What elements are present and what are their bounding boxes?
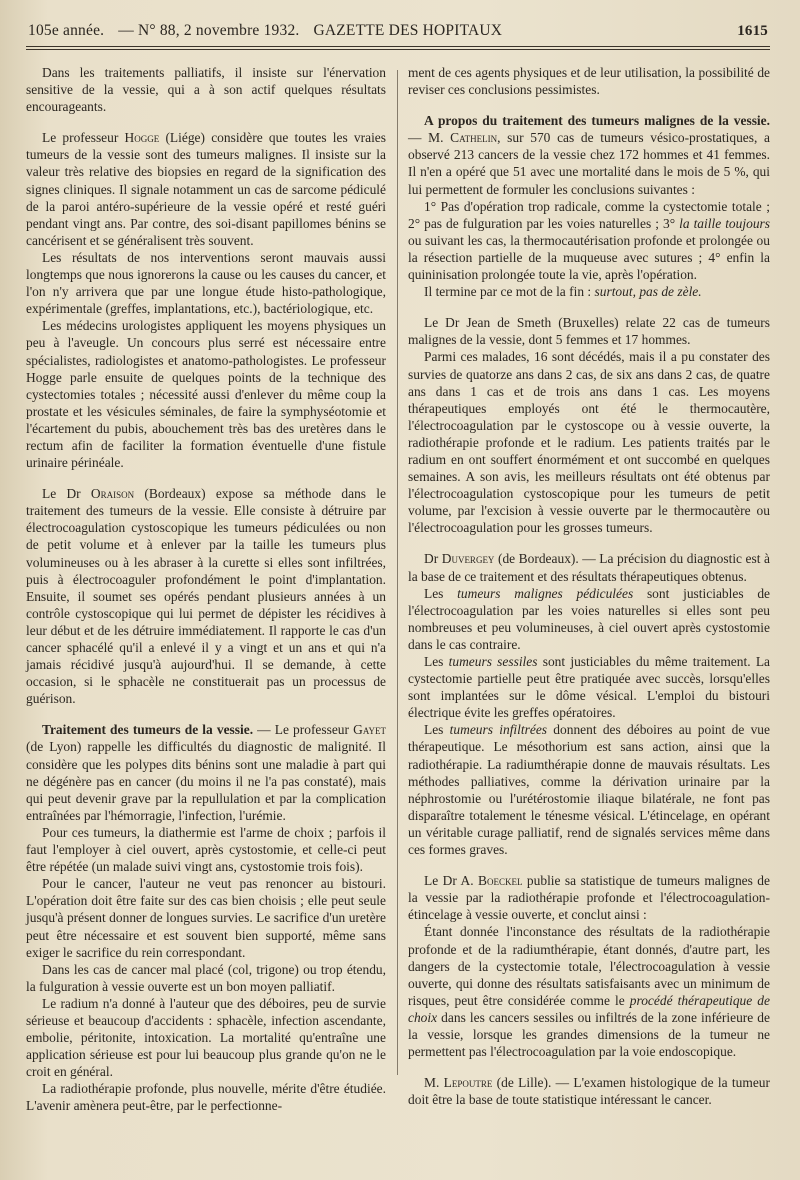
header-rule-thin: [26, 49, 770, 50]
edition-label: 105e année.: [28, 22, 105, 39]
paragraph-text: (de Lille). — L'examen histologique de la tumeur doit être la base de toute statistique intéressant le cancer.: [408, 1075, 770, 1108]
paragraph: [26, 995, 386, 1080]
paragraph-text: ou suivant les cas, la thermocautérisation profonde et prolongée ou la résection partielle de la muqueuse avec sutures ; 4° enfin la quininisation prolongée toute la vie, après l'opération.: [408, 232, 770, 283]
paragraph: [408, 1074, 770, 1108]
section-heading: Traitement des tumeurs de la vessie.: [42, 722, 254, 738]
author-name: Cathelin: [450, 130, 498, 146]
author-name: Gayet: [353, 722, 386, 738]
paragraph: [408, 112, 770, 197]
paragraph-text: ment de ces agents physiques et de leur utilisation, la possibilité de reviser ces conclusions pessimistes.: [408, 65, 770, 98]
author-name: Lepoutre: [443, 1075, 493, 1091]
paragraph-text: Dans les cas de cancer mal placé (col, trigone) ou trop étendu, la fulguration à vessie ouverte est un bon moyen palliatif.: [26, 961, 386, 994]
emphasis-text: surtout, pas de zèle.: [594, 284, 702, 300]
paragraph: [26, 64, 386, 115]
paragraph-text: (de Lyon) rappelle les difficultés du diagnostic de malignité. Il considère que les polypes dits bénins sont une maladie à part qui ne dégénère pas en cancer (du moins il ne l'a pas constaté), mais qui peut devenir grave par la repullulation et par la complication entraînées par l'hémorragie, l'infection, l'urémie.: [26, 739, 386, 823]
paragraph: [408, 283, 770, 300]
paragraph-text: 1° Pas d'opération trop radicale, comme la cystectomie totale ; 2° pas de fulguration par les voies naturelles ; 3°: [408, 198, 770, 231]
paragraph-text: Les: [424, 654, 449, 669]
paragraph: [408, 872, 770, 923]
paragraph: [26, 249, 386, 317]
running-header: [26, 22, 770, 42]
paragraph-text: — M.: [408, 130, 451, 146]
column-divider: [397, 70, 398, 1075]
paragraph-text: Pour le cancer, l'auteur ne veut pas renoncer au bistouri. L'opération doit être faite sur des cas bien choisis ; elle peut seule jusqu'à présent donner de longues survies. Le sacrifice d'un uretère peut être nécessaire et est souvent bien supporté, même sans exiger le sacrifice du rein correspondant.: [26, 876, 386, 960]
paragraph-text: publie sa statistique de tumeurs malignes de la vessie par la radiothérapie profonde et l'électrocoagulation-étincelage à vessie ouverte, et conclut ainsi :: [408, 873, 770, 923]
paragraph-text: Le Dr: [42, 486, 91, 502]
paragraph: [26, 824, 386, 875]
paragraph: [408, 923, 770, 1060]
paragraph: [408, 64, 770, 98]
paragraph-text: Dr: [424, 551, 442, 567]
paragraph: [26, 721, 386, 824]
paragraph: [26, 317, 386, 471]
author-name: Duvergey: [441, 551, 495, 567]
paragraph-text: (Liége) considère que toutes les vraies tumeurs de la vessie sont des tumeurs malignes. Il insiste sur la valeur très relative des biopsies en regard de la signification des signes cliniques. Il signale notamment un cas de sarcome pédiculé de la paroi antéro-supérieure de la vessie opéré et resté guéri pendant vingt ans. Par contre, des soi-disant papillomes bénins se cancérisent et se généralisent très souvent.: [26, 130, 386, 248]
paragraph-text: Les médecins urologistes appliquent les moyens physiques un peu à l'aveugle. Un concours plus serré est nécessaire entre spécialistes, radiologistes et anatomo-pathologistes. Le professeur Hogge parle ensuite de quelques points de la technique des cystectomies totales ; nécessité aussi d'enlever du même coup la prostate et les vésicules séminales, de faire la symphyséotomie et l'écartement du pubis, abouchement très bas des uretères dans le rectum afin de faciliter la formation éventuelle d'une fistule urinaire périnéale.: [26, 318, 386, 471]
emphasis-text: tumeurs malignes pédiculées: [457, 585, 634, 601]
paragraph-text: Les: [424, 722, 450, 738]
paragraph: [408, 314, 770, 348]
paragraph-text: Le Dr A.: [424, 873, 478, 889]
paragraph-text: Les: [424, 585, 458, 601]
right-column: [408, 64, 770, 1115]
paragraph: [408, 550, 770, 584]
emphasis-text: la taille toujours: [679, 215, 770, 231]
paragraph-text: Pour ces tumeurs, la diathermie est l'arme de choix ; parfois il faut l'employer à ciel ouvert, après cystostomie, et celle-ci peut être répétée (un malade suivi vingt ans, cystostomie trois fois).: [26, 824, 386, 875]
paragraph-text: Il termine par ce mot de la fin :: [424, 284, 595, 300]
paragraph-text: Étant donnée l'inconstance des résultats de la radiothérapie profonde et de la radiumthérapie, étant donnés, d'autre part, les dangers de la cystectomie totale, l'électrocoagulation à vessie ouverte, qui donne des résultats satisfaisants avec un minimum de risques, peut être considérée comme le: [408, 924, 770, 1008]
author-name: Hogge: [124, 130, 160, 146]
paragraph-text: sont justiciables du même traitement. La cystectomie partielle peut être pratiquée avec succès, lorsqu'elles sont implantées sur le dôme vésical. L'emploi du bistouri électrique évite les greffes opératoires.: [408, 654, 770, 721]
journal-title: GAZETTE DES HOPITAUX: [313, 22, 503, 39]
page-number: 1615: [737, 23, 768, 39]
paragraph: [26, 129, 386, 249]
section-heading: A propos du traitement des tumeurs malignes de la vessie.: [424, 113, 770, 129]
paragraph-text: (de Bordeaux). — La précision du diagnostic est à la base de ce traitement et des résultats thérapeutiques obtenus.: [408, 551, 770, 584]
author-name: Boeckel: [478, 873, 523, 889]
emphasis-text: procédé thérapeutique de choix: [408, 992, 770, 1025]
author-name: Oraison: [90, 486, 135, 502]
paragraph-text: dans les cancers sessiles ou infiltrés de la zone inférieure de la vessie, lorsque les grandes dimensions de la tumeur ne permettent pas l'électrocoagulation par la voie endoscopique.: [408, 1009, 770, 1060]
header-rule: [26, 46, 770, 47]
paragraph-text: Le radium n'a donné à l'auteur que des déboires, peu de survie sérieuse et beaucoup d'accidents : sphacèle, infection ascendante, embolie, péritonite, intoxication. La mortalité qu'entraîne une application sérieuse est pour lui beaucoup plus grande qu'on ne le croit en général.: [26, 995, 386, 1080]
paragraph: [26, 1080, 386, 1114]
paragraph-text: Parmi ces malades, 16 sont décédés, mais il a pu constater des survies de quatorze ans dans 2 cas, de six ans dans 2 cas, de quatre ans dans 1 cas et de trois ans dans 1 cas. Les moyens thérapeutiques employés ont été le thermocautère, l'électrocoagulation par le cystoscope ou à vessie ouverte, la radiothérapie profonde et le radium. Les patients traités par le radium en ont souffert énormément et ont succombé en quelques semaines. A son avis, les meilleurs résultats ont été obtenus par l'électrocoagulation cystoscopique pour les tumeurs de petit volume, par l'excision à vessie ouverte par le thermocautère ou l'électrocoagulation pour les grosses tumeurs.: [408, 349, 770, 536]
paragraph-text: M.: [424, 1075, 444, 1091]
left-column: [26, 64, 386, 1115]
paragraph-text: Les résultats de nos interventions seront mauvais aussi longtemps que nous ignorerons la cause ou les causes du cancer, et l'on n'y arrivera que par une longue étude histo-pathologique, expérimentale (greffes, implantations, etc.), bactériologique, etc.: [26, 249, 386, 317]
paragraph-text: — Le professeur: [253, 722, 354, 738]
paragraph-text: sont justiciables de l'électrocoagulation par les voies naturelles si elles sont peu nombreuses et peu volumineuses, à ciel ouvert après cystostomie dans le cas contraire.: [408, 585, 770, 652]
paragraph-text: Dans les traitements palliatifs, il insiste sur l'énervation sensitive de la vessie, qui a à son actif quelques résultats encourageants.: [26, 65, 386, 115]
paragraph: [408, 348, 770, 536]
paragraph-text: Le professeur: [42, 130, 125, 146]
paragraph: [26, 961, 386, 995]
paragraph: [408, 653, 770, 721]
emphasis-text: tumeurs sessiles: [448, 654, 538, 669]
paragraph-text: La radiothérapie profonde, plus nouvelle, mérite d'être étudiée. L'avenir amènera peut-être, par le perfectionne-: [26, 1081, 386, 1114]
emphasis-text: tumeurs infiltrées: [449, 722, 548, 738]
paragraph: [26, 875, 386, 960]
paragraph: [408, 198, 770, 283]
paragraph: [408, 721, 770, 858]
text-columns: [26, 64, 770, 1115]
paragraph: [26, 485, 386, 707]
paragraph-text: Le Dr Jean de Smeth (Bruxelles) relate 22 cas de tumeurs malignes de la vessie, dont 5 femmes et 17 hommes.: [408, 315, 770, 348]
paragraph-text: (Bordeaux) expose sa méthode dans le traitement des tumeurs de la vessie. Elle consiste à détruire par électrocoagulation cystoscopique les tumeurs pédiculées ou non de petit volume et à enlever par la taille les tumeurs plus volumineuses ou à les abraser à la curette si elles sont infiltrées, puis à électrocoaguler profondément le point d'implantation. Ensuite, il soumet ses opérés pendant plusieurs années à un contrôle cystoscopique qui lui permet de dépister les récidives à leur début et de les détruire immédiatement. Il rapporte le cas d'un cancer sphacélé qu'il a enlevé il y a vingt et un ans et qui n'a jamais récidivé jusqu'à aujourd'hui. Il se demande, à cette occasion, si le sphacèle ne constituerait pas un processus de guérison.: [26, 486, 386, 707]
paragraph-text: donnent des déboires au point de vue thérapeutique. Le mésothorium est sans action, ainsi que la radiothérapie. La radiumthérapie donne de mauvais résultats. Les méthodes palliatives, comme la dérivation urinaire par la néphrostomie ou l'urétérostomie iliaque bilatérale, ne font pas disparaître totalement le ténesme vésical. L'étincelage, en opérant un véritable curage palliatif, rend de signalés services même dans ces formes graves.: [408, 722, 770, 858]
issue-label: — N° 88, 2 novembre 1932.: [118, 22, 300, 39]
paragraph: [408, 585, 770, 653]
paragraph-text: , sur 570 cas de tumeurs vésico-prostatiques, a observé 213 cancers de la vessie chez 172 hommes et 41 femmes. Il n'en a opéré que 51 avec une mortalité dans le mois de 5 %, qui lui permettent de formuler les conclusions suivantes :: [408, 130, 771, 197]
